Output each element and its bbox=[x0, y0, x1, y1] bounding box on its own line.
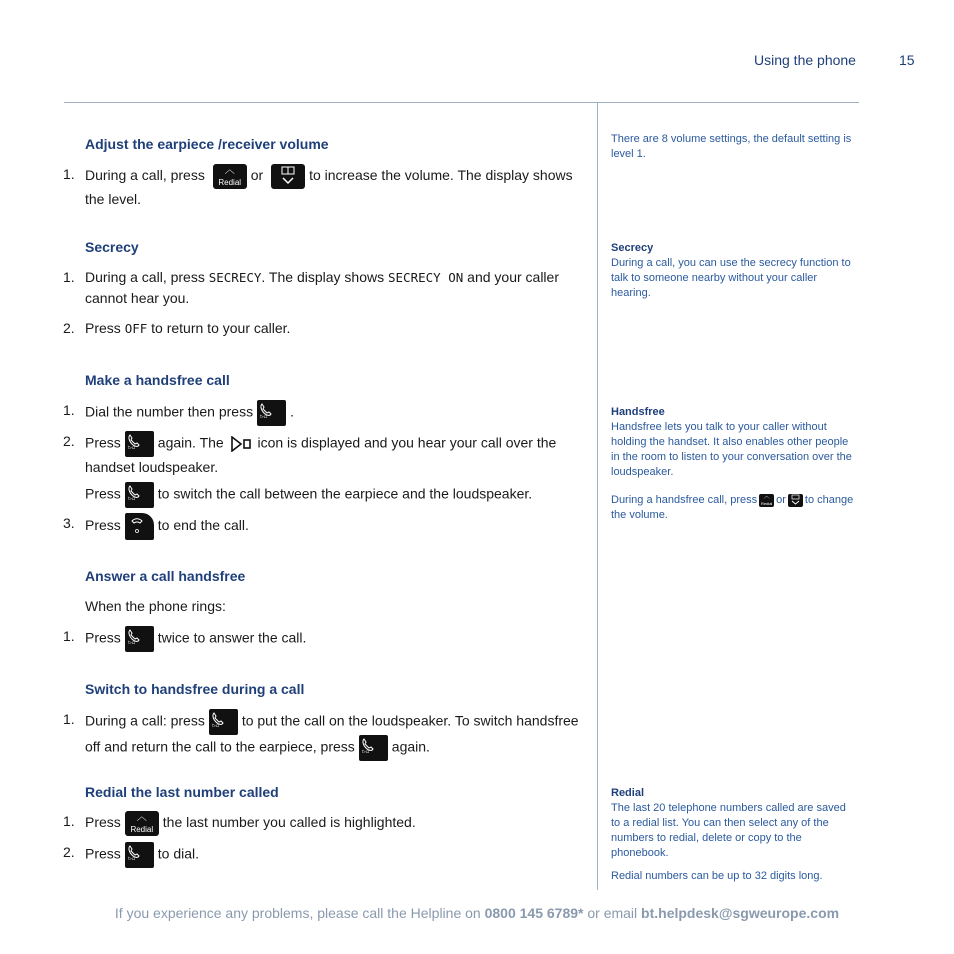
heading-secrecy: Secrecy bbox=[85, 239, 139, 255]
redial-step-2: 2. Press ▷▫ to dial. bbox=[63, 842, 591, 868]
display-text-off: OFF bbox=[124, 321, 148, 336]
heading-switch-handsfree: Switch to handsfree during a call bbox=[85, 681, 305, 697]
sidebar-handsfree-title: Handsfree bbox=[611, 406, 665, 418]
display-text-secrecy-on: SECRECY ON bbox=[388, 270, 464, 285]
header-divider bbox=[64, 102, 859, 103]
sidebar-handsfree-text: Handsfree lets you talk to your caller without holding the handset. It also enables other people in the room to listen to your conversation over the loudspeaker. bbox=[611, 421, 852, 478]
answer-step-1: 1. Press ▷▫ twice to answer the call. bbox=[63, 626, 591, 652]
column-divider bbox=[597, 102, 598, 890]
talk-handsfree-key-icon bbox=[257, 400, 286, 426]
redial-key-icon: ︿ Redial bbox=[125, 811, 159, 836]
switch-step-1: 1. During a call: press ▷▫ to put the call on the loudspeaker. To switch handsfree off and return the call to the earpiece, press ▷▫ again. bbox=[63, 709, 591, 761]
helpdesk-email[interactable]: bt.helpdesk@sgweurope.com bbox=[641, 905, 840, 921]
secrecy-step-2: 2. Press OFF to return to your caller. bbox=[63, 320, 291, 336]
handsfree-step-3: 3. Press to end the call. bbox=[63, 513, 591, 540]
handsfree-step-2: 2. Press ▷▫ again. The icon is displayed and you hear your call over the handset loudspeaker. bbox=[63, 433, 557, 475]
svg-text:▷▫: ▷▫ bbox=[127, 445, 136, 449]
talk-handsfree-key-icon bbox=[125, 431, 154, 457]
sidebar-secrecy bbox=[611, 241, 856, 301]
end-call-key-icon bbox=[125, 513, 154, 540]
handsfree-step-1: 1. Dial the number then press ▷▫ . bbox=[63, 400, 591, 426]
heading-volume: Adjust the earpiece /receiver volume bbox=[85, 136, 329, 152]
talk-handsfree-key-icon bbox=[125, 842, 154, 868]
svg-text:▷▫: ▷▫ bbox=[127, 856, 136, 860]
heading-answer-handsfree: Answer a call handsfree bbox=[85, 568, 246, 584]
helpline-footer: If you experience any problems, please call the Helpline on 0800 145 6789* or email bt.helpdesk@sgweurope.com bbox=[114, 905, 840, 921]
svg-text:▷▫: ▷▫ bbox=[211, 723, 220, 727]
svg-text:▷▫: ▷▫ bbox=[361, 749, 370, 753]
talk-handsfree-key-icon bbox=[125, 626, 154, 652]
svg-text:▷▫: ▷▫ bbox=[127, 496, 136, 500]
svg-text:▷▫: ▷▫ bbox=[260, 414, 268, 418]
sidebar-redial-title: Redial bbox=[611, 787, 645, 799]
talk-handsfree-key-icon bbox=[359, 735, 388, 761]
sidebar-secrecy-text: During a call, you can use the secrecy function to talk to someone nearby without your caller hearing. bbox=[611, 257, 851, 299]
talk-handsfree-key-icon bbox=[209, 709, 238, 735]
sidebar-handsfree-volume: During a handsfree call, press ︿ Redial or to change the volume. bbox=[611, 493, 854, 521]
heading-handsfree-call: Make a handsfree call bbox=[85, 372, 230, 388]
sidebar-handsfree bbox=[611, 405, 856, 523]
sidebar-volume-note: There are 8 volume settings, the default setting is level 1. bbox=[611, 133, 852, 160]
sidebar-secrecy-title: Secrecy bbox=[611, 242, 654, 254]
secrecy-step-1: 1. During a call, press SECRECY. The display shows SECRECY ON and your caller cannot hear you. bbox=[63, 269, 559, 306]
redial-step-1: 1. Press ︿ Redial the last number you called is highlighted. bbox=[63, 812, 416, 834]
redial-key-icon: ︿ Redial bbox=[213, 164, 247, 189]
phonebook-down-key-icon bbox=[271, 164, 305, 189]
sidebar-redial-text: The last 20 telephone numbers called are saved to a redial list. You can then select any of the numbers to redial, delete or copy to the phonebook. bbox=[611, 802, 846, 859]
helpline-phone: 0800 145 6789* bbox=[484, 905, 584, 921]
sidebar-redial bbox=[611, 786, 856, 884]
header-section-title: Using the phone bbox=[754, 52, 856, 68]
handsfree-switch-note: Press ▷▫ to switch the call between the earpiece and the loudspeaker. bbox=[85, 482, 590, 508]
sidebar-redial-note: Redial numbers can be up to 32 digits long. bbox=[611, 870, 823, 882]
phonebook-down-key-icon bbox=[788, 494, 803, 507]
display-text-secrecy: SECRECY bbox=[208, 270, 262, 285]
svg-text:▷▫: ▷▫ bbox=[127, 640, 136, 644]
handsfree-display-icon bbox=[230, 436, 252, 452]
page-number: 15 bbox=[899, 52, 915, 68]
volume-step-1: 1. During a call, press ︿ Redial or to increase the volume. The display shows the level. bbox=[63, 165, 573, 207]
redial-key-icon: ︿ Redial bbox=[760, 493, 773, 506]
heading-redial: Redial the last number called bbox=[85, 784, 279, 800]
answer-intro: When the phone rings: bbox=[85, 598, 226, 614]
talk-handsfree-key-icon bbox=[125, 482, 154, 508]
